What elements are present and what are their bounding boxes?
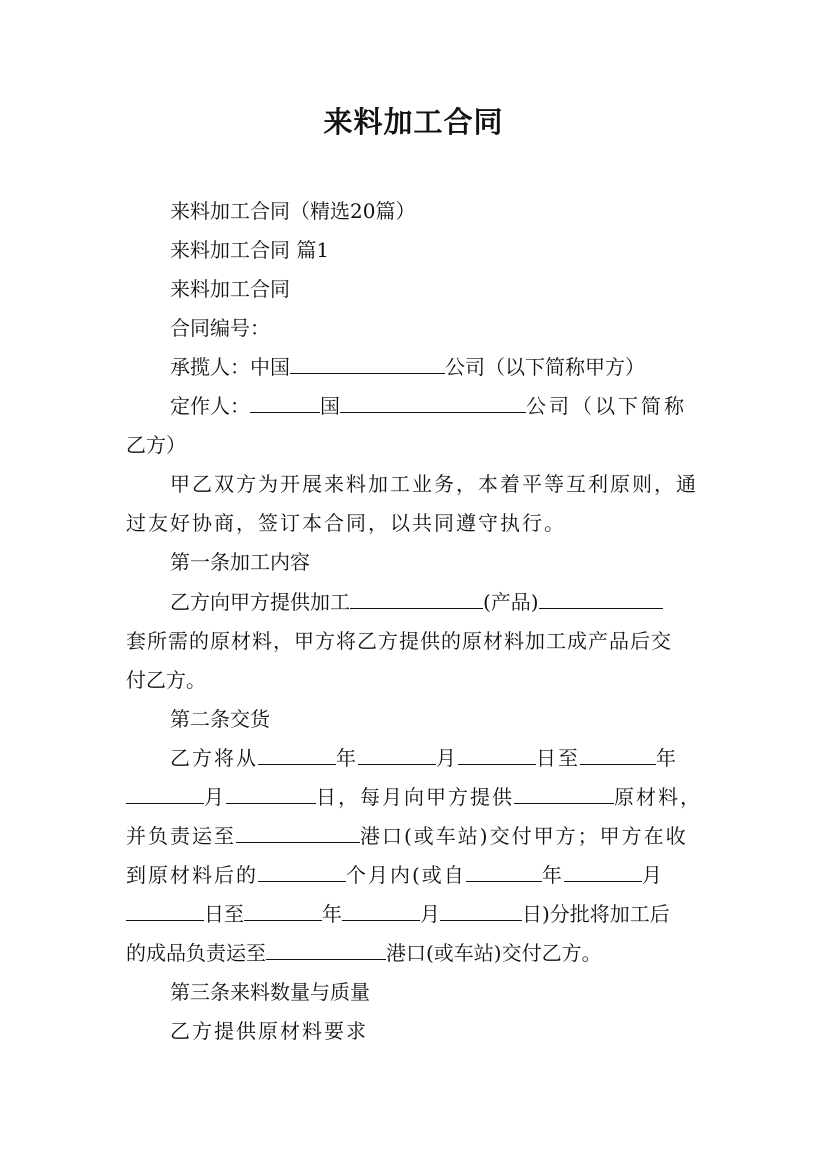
blank-field — [458, 746, 536, 765]
text-segment: 月 — [204, 785, 226, 809]
party-a-suffix: 公司（以下简称甲方） — [445, 355, 645, 379]
blank-field — [126, 785, 204, 804]
party-a-prefix: 承揽人：中国 — [170, 355, 290, 379]
party-b-wrap: 乙方） — [126, 433, 186, 457]
contract-name: 来料加工合同 — [170, 277, 290, 301]
text-segment: 个月内(或自 — [346, 863, 466, 887]
blank-field — [236, 824, 360, 843]
blank-field — [350, 590, 483, 609]
blank-field — [580, 746, 656, 765]
blank-field — [514, 785, 614, 804]
blank-field — [466, 863, 542, 882]
blank-field — [258, 746, 336, 765]
blank-field — [250, 394, 320, 413]
party-b-suffix: 公司（以下简称 — [526, 394, 687, 418]
article-2-line-5 — [126, 900, 670, 928]
article-1-heading: 第一条加工内容 — [170, 550, 310, 574]
article-2-line-4 — [126, 861, 664, 889]
document-title: 来料加工合同 — [323, 105, 504, 139]
article-1-line-1 — [170, 588, 663, 616]
subtitle-paragraph: 来料加工合同（精选20篇） — [170, 199, 416, 223]
text-segment: 年 — [656, 746, 678, 770]
article-3-line-1: 乙方提供原材料要求 — [170, 1019, 368, 1043]
article-2-line-1 — [170, 744, 678, 772]
intro-line-2: 过友好协商，签订本合同，以共同遵守执行。 — [126, 511, 566, 535]
text-segment: 年 — [322, 902, 342, 926]
text-segment: 日，每月向甲方提供 — [316, 785, 514, 809]
blank-field — [342, 902, 420, 921]
blank-field — [226, 785, 316, 804]
text-segment: 日至 — [204, 902, 244, 926]
party-a-line — [170, 353, 645, 381]
article-2-heading: 第二条交货 — [170, 707, 270, 731]
article-2-line-6 — [126, 939, 602, 967]
blank-field — [266, 941, 386, 960]
text-segment: 月 — [641, 863, 664, 887]
text-segment: 港口(或车站)交付乙方。 — [386, 941, 602, 965]
text-segment: 年 — [541, 863, 564, 887]
article-3-heading: 第三条来料数量与质量 — [170, 980, 370, 1004]
blank-field — [340, 394, 526, 413]
blank-field — [358, 746, 436, 765]
text-segment: 日)分批将加工后 — [522, 902, 670, 926]
text-segment: 月 — [420, 902, 440, 926]
text-segment: 港口(或车站)交付甲方；甲方在收 — [360, 824, 688, 848]
blank-field — [440, 902, 522, 921]
text-segment: 月 — [436, 746, 458, 770]
art1-text-a: 乙方向甲方提供加工 — [170, 590, 350, 614]
article-1-line-2: 套所需的原材料，甲方将乙方提供的原材料加工成产品后交 — [126, 629, 672, 653]
text-segment: 到原材料后的 — [126, 863, 258, 887]
article-1-line-3: 付乙方。 — [126, 668, 206, 692]
text-segment: 乙方将从 — [170, 746, 258, 770]
chapter-heading: 来料加工合同 篇1 — [170, 238, 330, 262]
text-segment: 日至 — [536, 746, 580, 770]
article-2-line-3 — [126, 822, 688, 850]
blank-field — [126, 902, 204, 921]
blank-field — [290, 355, 445, 374]
text-segment: 原材料， — [614, 785, 702, 809]
blank-field — [258, 863, 346, 882]
text-segment: 年 — [336, 746, 358, 770]
article-2-line-2 — [126, 783, 702, 811]
party-b-mid: 国 — [320, 394, 340, 418]
party-b-line — [170, 392, 687, 420]
blank-field — [564, 863, 642, 882]
art1-text-b: (产品) — [483, 590, 539, 614]
intro-line-1: 甲乙双方为开展来料加工业务，本着平等互利原则，通 — [170, 472, 698, 496]
text-segment: 的成品负责运至 — [126, 941, 266, 965]
blank-field — [244, 902, 322, 921]
blank-field — [539, 590, 663, 609]
party-b-prefix: 定作人： — [170, 394, 250, 418]
contract-number-label: 合同编号： — [170, 316, 270, 340]
text-segment: 并负责运至 — [126, 824, 236, 848]
